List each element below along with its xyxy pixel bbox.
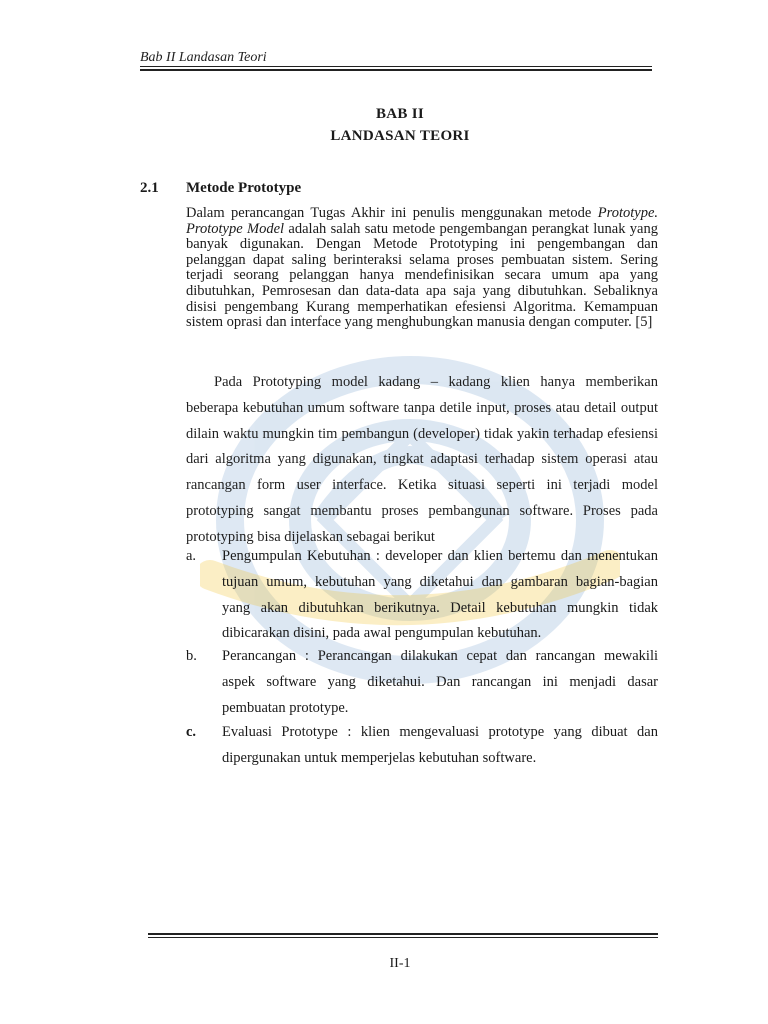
header-rule-thick xyxy=(140,69,652,71)
list-item-text: Evaluasi Prototype : klien mengevaluasi prototype yang dibuat dan dipergunakan untuk memperjelas kebutuhan software. xyxy=(222,724,658,766)
running-header: Bab II Landasan Teori xyxy=(140,50,267,65)
list-marker: c. xyxy=(186,724,197,740)
list-marker: a. xyxy=(186,548,197,564)
section-number: 2.1 xyxy=(140,180,159,196)
paragraph-intro xyxy=(186,206,658,331)
section-title: Metode Prototype xyxy=(186,180,302,196)
paragraph-prototyping xyxy=(186,370,658,551)
page-number: II-1 xyxy=(389,956,411,971)
paragraph-intro-rest: adalah salah satu metode pengembangan perangkat lunak yang banyak digunakan. Dengan Metode Prototyping ini pengembangan dan pelanggan dapat saling berinteraksi selama proses pembuatan sistem. Sering terjadi seorang pelanggan hanya mendefinisikan secara umum apa yang dibutuhkan, Pemrosesan dan data-data apa saja yang dibutuhkan. Sebaliknya disisi pengembang Kurang memperhatikan efesiensi Algoritma. Kemampuan sistem oprasi dan interface yang menghubungkan manusia dengan computer. [5] xyxy=(186,220,658,331)
list-item-text: Perancangan : Perancangan dilakukan cepat dan rancangan mewakili aspek software yang diketahui. Dan rancangan ini menjadi dasar pembuatan prototype. xyxy=(222,648,658,716)
footer-rule-thick xyxy=(148,933,658,935)
list-item-text: Pengumpulan Kebutuhan : developer dan klien bertemu dan menentukan tujuan umum, kebutuhan yang diketahui dan gambaran bagian-bagian yang akan dibutuhkan berikutnya. Detail kebutuhan mungkin tidak dibicarakan disini, pada awal pengumpulan kebutuhan. xyxy=(222,548,658,642)
chapter-title: LANDASAN TEORI xyxy=(330,128,470,144)
chapter-number: BAB II xyxy=(375,106,425,122)
list-marker: b. xyxy=(186,648,197,664)
paragraph-intro-italic: Prototype. Prototype Model xyxy=(186,205,659,237)
footer-rule xyxy=(148,937,658,938)
header-rule xyxy=(140,66,652,67)
paragraph-prototyping-text: Pada Prototyping model kadang – kadang klien hanya memberikan beberapa kebutuhan umum software tanpa detile input, proses atau detail output dilain waktu mungkin tim pembangun (developer) tidak yakin terhadap efesiensi dari algoritma yang digunakan, tingkat adaptasi terhadap sistem operasi atau rancangan form user interface. Ketika situasi seperti ini terjadi model prototyping sangat membantu proses pembangunan software. Proses pada prototyping bisa dijelaskan sebagai berikut xyxy=(186,374,658,545)
paragraph-intro-line1: Dalam perancangan Tugas Akhir ini penulis menggunakan metode xyxy=(186,205,592,221)
